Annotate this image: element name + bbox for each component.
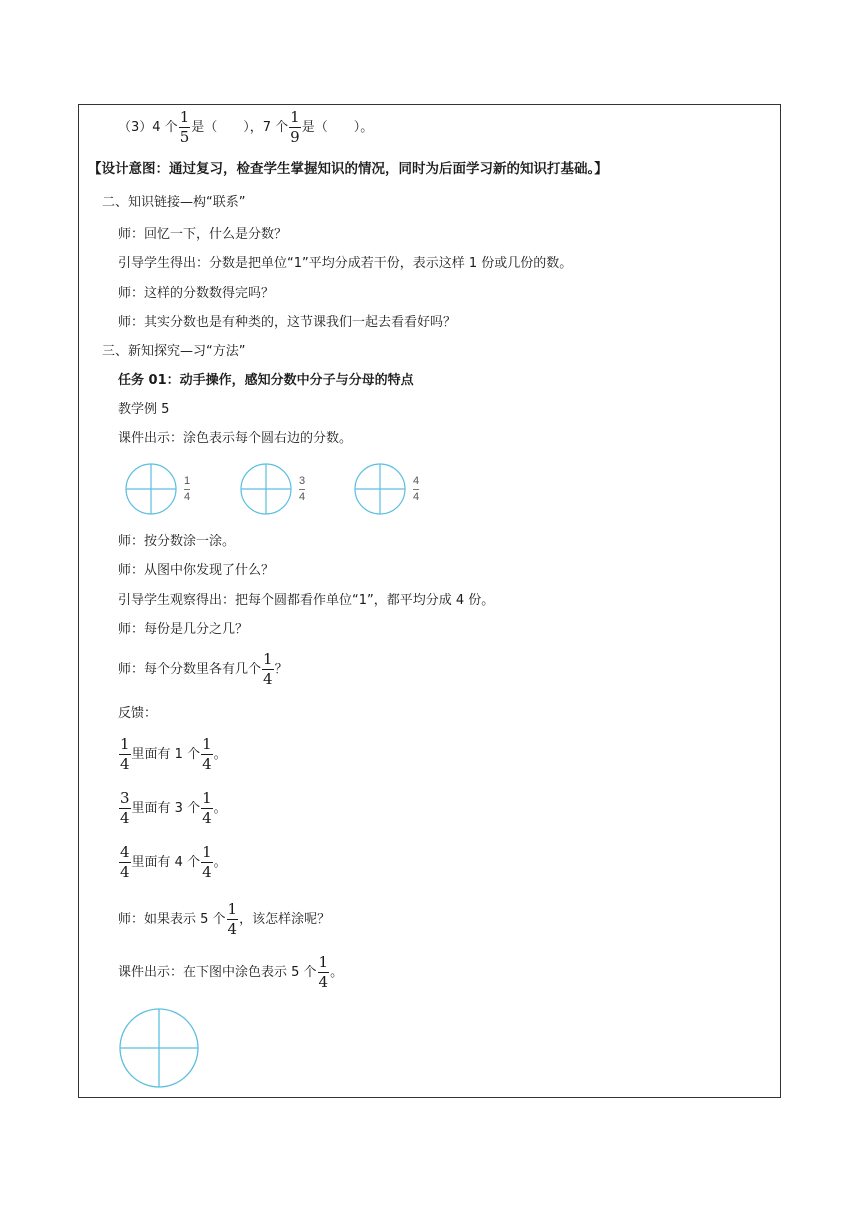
quartered-circle-1 — [124, 462, 178, 516]
fraction-one-quarter: $\frac{1}{4}$ — [202, 843, 212, 881]
q3-mid: 是（ ），7 个 — [191, 120, 289, 135]
s3-line-1: 师：按分数涂一涂。 — [118, 534, 236, 549]
section-3-heading: 三、新知探究—习“方法” — [102, 344, 246, 359]
fraction-one-quarter: $\frac{1}{4}$ — [120, 735, 130, 773]
section-2-heading: 二、知识链接—构“联系” — [102, 195, 246, 210]
courseware-1: 课件出示：涂色表示每个圆右边的分数。 — [118, 431, 353, 446]
q-five-end: ，该怎样涂呢？ — [239, 912, 331, 927]
feedback-row-1 — [118, 737, 227, 772]
courseware-2-text: 课件出示：在下图中涂色表示 5 个 — [118, 965, 317, 980]
feedback-text: 里面有 3 个 — [131, 801, 201, 816]
question-each-fraction — [118, 652, 288, 687]
q-each-text: 师：每个分数里各有几个 — [118, 662, 262, 677]
s3-line-4: 师：每份是几分之几？ — [118, 622, 249, 637]
q-each-end: ？ — [274, 662, 288, 677]
example-label: 教学例 5 — [118, 402, 170, 417]
q3-label: （3）4 个 — [118, 120, 178, 135]
s3-line-2: 师：从图中你发现了什么？ — [118, 563, 275, 578]
quartered-circle-2 — [239, 462, 293, 516]
fraction-one-quarter: $\frac{1}{4}$ — [202, 735, 212, 773]
quartered-circle-large — [118, 1007, 200, 1089]
s2-line-3: 师：这样的分数数得完吗？ — [118, 286, 275, 301]
s2-line-4: 师：其实分数也是有种类的，这节课我们一起去看看好吗？ — [118, 315, 457, 330]
circle-figure-1 — [124, 462, 190, 516]
fraction-one-quarter: $\frac{1}{4}$ — [263, 650, 273, 688]
q-five-text: 师：如果表示 5 个 — [118, 912, 226, 927]
s3-line-3: 引导学生观察得出：把每个圆都看作单位“1”，都平均分成 4 份。 — [118, 593, 495, 608]
fraction-one-quarter: $\frac{1}{4}$ — [318, 953, 329, 991]
fraction-one-ninth: $\frac{1}{9}$ — [290, 108, 300, 146]
question-3 — [118, 110, 373, 145]
circle-fraction-label-3: $\frac{4}{4}$ — [413, 474, 420, 503]
task-01-title: 任务 01：动手操作，感知分数中分子与分母的特点 — [118, 373, 414, 388]
fraction-one-fifth: $\frac{1}{5}$ — [179, 108, 190, 146]
circle-figure-3 — [353, 462, 419, 516]
fraction-three-quarters: $\frac{3}{4}$ — [120, 789, 130, 827]
circle-figure-2 — [239, 462, 305, 516]
blank-circle-figure — [118, 1007, 200, 1089]
fraction-one-quarter: $\frac{1}{4}$ — [227, 900, 238, 938]
circle-fraction-label-2: $\frac{3}{4}$ — [299, 474, 306, 503]
feedback-end: 。 — [213, 801, 227, 816]
quartered-circle-3 — [353, 462, 407, 516]
s2-line-2: 引导学生得出：分数是把单位“1”平均分成若干份，表示这样 1 份或几份的数。 — [118, 256, 573, 271]
s2-line-1: 师：回忆一下，什么是分数？ — [118, 227, 288, 242]
design-intent: 【设计意图：通过复习，检查学生掌握知识的情况，同时为后面学习新的知识打基础。】 — [88, 161, 608, 177]
courseware-2 — [118, 955, 343, 990]
feedback-end: 。 — [213, 747, 227, 762]
feedback-row-3 — [118, 845, 227, 880]
feedback-label: 反馈： — [118, 706, 158, 721]
feedback-text: 里面有 4 个 — [131, 855, 201, 870]
circle-fraction-label-1: $\frac{1}{4}$ — [184, 474, 191, 503]
fraction-one-quarter: $\frac{1}{4}$ — [202, 789, 212, 827]
feedback-text: 里面有 1 个 — [131, 747, 201, 762]
question-five-quarters — [118, 902, 330, 937]
q3-end: 是（ ）。 — [301, 120, 374, 135]
courseware-2-end: 。 — [330, 965, 344, 980]
feedback-end: 。 — [213, 855, 227, 870]
feedback-row-2 — [118, 791, 227, 826]
fraction-four-quarters: $\frac{4}{4}$ — [120, 843, 130, 881]
